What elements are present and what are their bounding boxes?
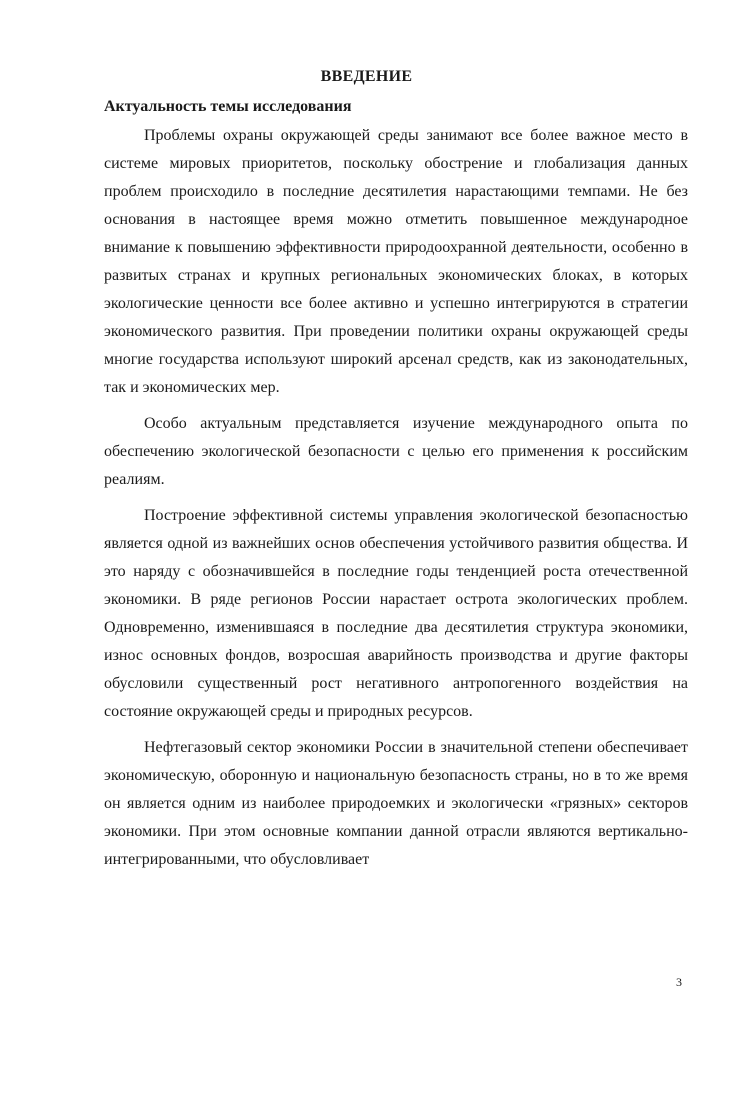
page-number: 3 [676,975,682,989]
paragraph-1: Проблемы охраны окружающей среды занимают все более важное место в системе мировых приоритетов, поскольку обострение и глобализация данных проблем происходило в последние десятилетия нарастающими темпами. Не без основания в настоящее время можно отметить повышенное международное внимание к повышению эффективности природоохранной деятельности, особенно в развитых странах и крупных региональных экономических блоках, в которых экологические ценности все более активно и успешно интегрируются в стратегии экономического развития. При проведении политики охраны окружающей среды многие государства используют широкий арсенал средств, как из законодательных, так и экономических мер. [104,127,688,396]
paragraph-2: Особо актуальным представляется изучение международного опыта по обеспечению экологической безопасности с целью его применения к российским реалиям. [104,415,688,488]
section-heading: Актуальность темы исследования [104,98,352,115]
body-text [104,122,688,882]
paragraph-4: Нефтегазовый сектор экономики России в значительной степени обеспечивает экономическую, оборонную и национальную безопасность страны, но в то же время он является одним из наиболее природоемких и экологически «грязных» секторов экономики. При этом основные компании данной отрасли являются вертикально-интегрированными, что обусловливает [104,739,688,868]
page-title: ВВЕДЕНИЕ [320,68,413,85]
paragraph-3: Построение эффективной системы управления экологической безопасностью является одной из важнейших основ обеспечения устойчивого развития общества. И это наряду с обозначившейся в последние годы тенденцией роста отечественной экономики. В ряде регионов России нарастает острота экологических проблем. Одновременно, изменившаяся в последние два десятилетия структура экономики, износ основных фондов, возросшая аварийность производства и другие факторы обусловили существенный рост негативного антропогенного воздействия на состояние окружающей среды и природных ресурсов. [104,507,688,720]
